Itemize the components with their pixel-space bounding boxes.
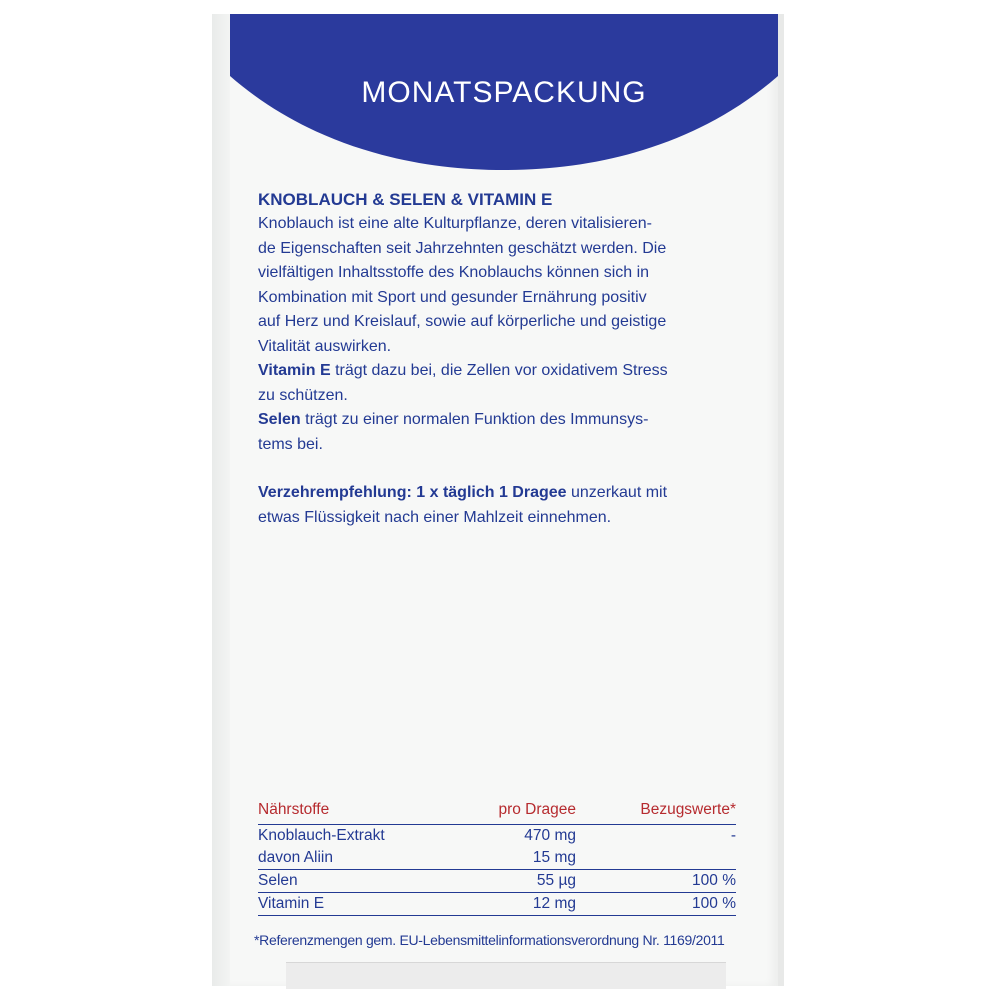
intro-line: auf Herz und Kreislauf, sowie auf körperliche und geistige: [258, 313, 667, 330]
nutrition-header-row: [258, 799, 736, 825]
description-block: [258, 190, 758, 530]
table-row: [258, 870, 736, 893]
header-naehrstoffe: Nährstoffe: [258, 799, 426, 825]
package-back-panel: [230, 14, 778, 986]
nutrient-ref: 100 %: [576, 893, 736, 916]
selen-label: Selen: [258, 411, 301, 428]
vitamin-e-line: trägt dazu bei, die Zellen vor oxidativem Stress: [330, 362, 668, 379]
reference-footnote: *Referenzmengen gem. EU-Lebensmittelinformationsverordnung Nr. 1169/2011: [254, 932, 725, 948]
monatspackung-title: MONATSPACKUNG: [361, 76, 647, 109]
table-row: [258, 825, 736, 848]
selen-text: [258, 408, 758, 457]
selen-line: trägt zu einer normalen Funktion des Immunsys-: [300, 411, 649, 428]
table-row: [258, 893, 736, 916]
nutrient-amount: 15 mg: [426, 847, 576, 870]
vitamin-e-label: Vitamin E: [258, 362, 331, 379]
nutrient-ref: 100 %: [576, 870, 736, 893]
intro-line: Knoblauch ist eine alte Kulturpflanze, deren vitalisieren-: [258, 215, 653, 232]
selen-line: tems bei.: [258, 435, 323, 453]
header-band: [230, 14, 778, 174]
nutrient-ref: [576, 847, 736, 870]
table-row: [258, 847, 736, 870]
nutrient-name: Vitamin E: [258, 893, 426, 916]
intro-line: Vitalität auswirken.: [258, 337, 392, 355]
header-bezugswerte: Bezugswerte*: [576, 799, 736, 825]
box-left-side: [212, 14, 232, 986]
nutrient-name: Knoblauch-Extrakt: [258, 827, 385, 844]
nutrient-name: Selen: [258, 870, 426, 893]
dosage-line: etwas Flüssigkeit nach einer Mahlzeit einnehmen.: [258, 508, 612, 526]
product-heading: KNOBLAUCH & SELEN & VITAMIN E: [258, 190, 553, 209]
intro-line: de Eigenschaften seit Jahrzehnten geschätzt werden. Die: [258, 239, 667, 257]
intro-line: vielfältigen Inhaltsstoffe des Knoblauchs können sich in: [258, 264, 650, 281]
nutrient-amount: 470 mg: [524, 827, 576, 844]
nutrient-amount: 12 mg: [426, 893, 576, 916]
dosage-text: [258, 481, 758, 530]
intro-text: [258, 212, 758, 359]
nutrition-table: [258, 799, 736, 916]
nutrient-amount: 55 µg: [426, 870, 576, 893]
dosage-label: Verzehrempfehlung: 1 x täglich 1 Dragee: [258, 484, 567, 501]
vitamin-e-line: zu schützen.: [258, 386, 348, 404]
dosage-line: unzerkaut mit: [566, 484, 668, 501]
bottom-flap: [286, 962, 726, 989]
nutrient-name: davon Aliin: [258, 847, 426, 870]
vitamin-e-text: [258, 359, 758, 408]
header-pro-dragee: pro Dragee: [426, 799, 576, 825]
nutrient-ref: -: [730, 827, 736, 844]
intro-line: Kombination mit Sport und gesunder Ernährung positiv: [258, 288, 647, 306]
